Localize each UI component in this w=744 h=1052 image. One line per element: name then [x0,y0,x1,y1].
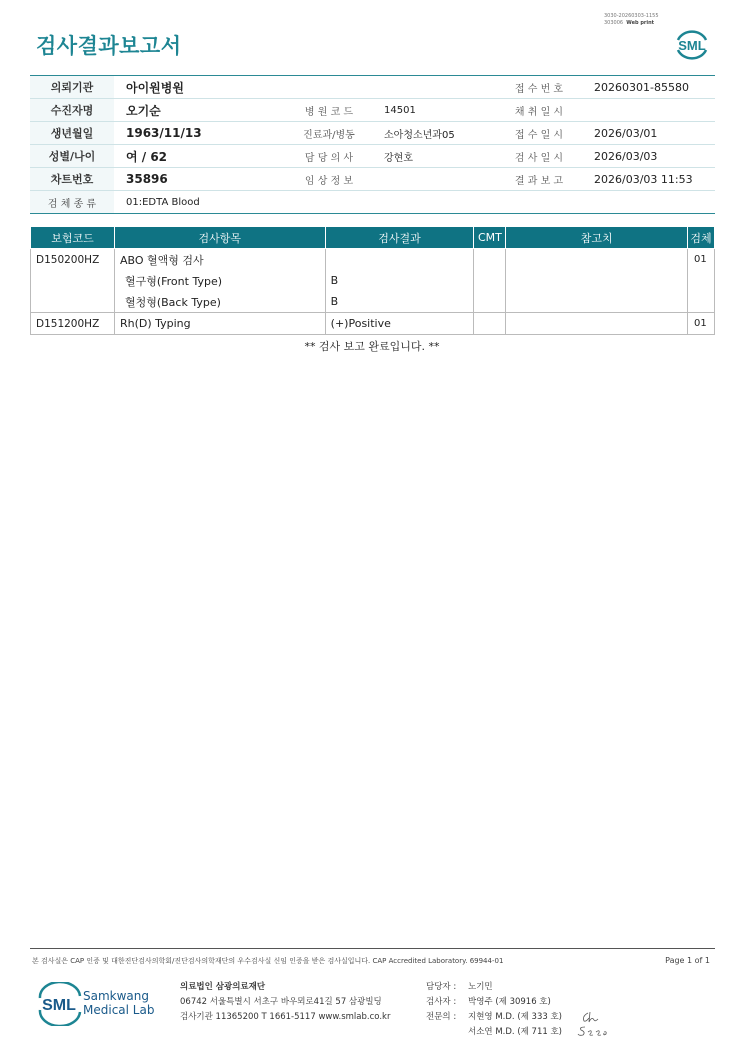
test-specimen: 01 [687,249,714,271]
test-result: (+)Positive [325,313,474,335]
results-column-header: 참고치 [506,227,688,249]
info-label: 임 상 정 보 [286,168,372,191]
test-item: 혈구형(Front Type) [114,270,325,291]
results-row [31,270,715,291]
info-label: 채 취 일 시 [496,99,582,122]
staff-row [426,1025,562,1040]
info-row [30,145,715,168]
info-row [30,168,715,191]
staff-role: 검사자 : [426,997,457,1007]
document-code: 3030-20260303-1155 303006 Web print [604,13,659,26]
info-label [286,76,372,99]
staff-name: 노기민 [468,982,493,992]
info-row [30,122,715,145]
insurance-code [31,291,115,313]
accreditation-note: 본 검사실은 CAP 인증 및 대한진단검사의학회/진단검사의학재단의 우수검사실 신임 인증을 받은 검사실입니다. CAP Accredited Laboratory. 69944-01 [32,957,504,965]
info-value [372,76,496,99]
staff-role [426,1025,468,1040]
info-label: 접 수 번 호 [496,76,582,99]
report-title: 검사결과보고서 [36,34,182,58]
info-label: 검 사 일 시 [496,145,582,168]
info-value: 소아청소년과05 [372,122,496,145]
test-item: ABO 혈액형 검사 [114,249,325,271]
info-value: 2026/03/01 [582,122,715,145]
results-row [31,291,715,313]
test-specimen [687,291,714,313]
results-column-header: 검사결과 [325,227,474,249]
info-value: 아이원병원 [114,76,286,99]
organization-info: 의료법인 삼광의료재단 06742 서울특별시 서초구 바우뫼로41길 57 삼광빌딩 검사기관 11365200 T 1661-5117 www.smlab.co.kr [180,982,391,1022]
test-result: B [325,270,474,291]
test-reference [506,291,688,313]
samkwang-logo-text: SML [42,997,76,1014]
info-value: 1963/11/13 [114,122,286,145]
info-value: 여 / 62 [114,145,286,168]
staff-row [426,980,562,995]
info-value: 오기순 [114,99,286,122]
info-label: 차트번호 [30,168,114,191]
info-label: 접 수 일 시 [496,122,582,145]
signature-1 [580,1010,602,1024]
results-column-header: 검체 [687,227,714,249]
staff-row [426,995,562,1010]
sml-logo [672,26,712,64]
results-column-header: 검사항목 [114,227,325,249]
test-cmt [474,313,506,335]
specimen-row [30,191,715,214]
test-specimen [687,270,714,291]
results-column-header: CMT [474,227,506,249]
info-label: 의뢰기관 [30,76,114,99]
test-cmt [474,249,506,271]
test-specimen: 01 [687,313,714,335]
test-result: B [325,291,474,313]
test-item: 혈청형(Back Type) [114,291,325,313]
results-table [30,226,715,335]
info-value: 14501 [372,99,496,122]
staff-info [426,980,562,1040]
info-label: 성별/나이 [30,145,114,168]
test-item: Rh(D) Typing [114,313,325,335]
staff-name: 서소연 M.D. (제 711 호) [468,1027,563,1037]
sml-logo-text: SML [678,38,706,53]
test-result [325,249,474,271]
info-label: 진료과/병동 [286,122,372,145]
info-value: 2026/03/03 11:53 [582,168,715,191]
signature-2 [576,1024,608,1038]
staff-name: 지현영 M.D. (제 333 호) [468,1012,563,1022]
test-reference [506,270,688,291]
info-value: 2026/03/03 [582,145,715,168]
test-reference [506,313,688,335]
footer-divider [30,948,715,949]
results-row [31,313,715,335]
staff-name: 박영주 (제 30916 호) [468,997,551,1007]
page-number: Page 1 of 1 [665,956,710,965]
results-column-header: 보험코드 [31,227,115,249]
info-value [582,99,715,122]
results-row [31,249,715,271]
test-cmt [474,291,506,313]
test-reference [506,249,688,271]
info-value: 20260301-85580 [582,76,715,99]
info-label: 수진자명 [30,99,114,122]
info-value: 35896 [114,168,286,191]
insurance-code [31,270,115,291]
info-row [30,76,715,99]
specimen-value: 01:EDTA Blood [114,191,715,214]
info-row [30,99,715,122]
staff-row [426,1010,562,1025]
info-label: 병 원 코 드 [286,99,372,122]
test-cmt [474,270,506,291]
patient-info-table [30,75,715,214]
info-value [372,168,496,191]
info-label: 결 과 보 고 [496,168,582,191]
staff-role: 담당자 : [426,982,457,992]
samkwang-name: Samkwang Medical Lab [83,989,155,1017]
staff-role: 전문의 : [426,1012,457,1022]
insurance-code: D151200HZ [31,313,115,335]
insurance-code: D150200HZ [31,249,115,271]
info-label: 담 당 의 사 [286,145,372,168]
specimen-label: 검 체 종 류 [30,191,114,214]
report-complete-text: ** 검사 보고 완료입니다. ** [304,340,440,353]
info-value: 강현호 [372,145,496,168]
info-label: 생년월일 [30,122,114,145]
